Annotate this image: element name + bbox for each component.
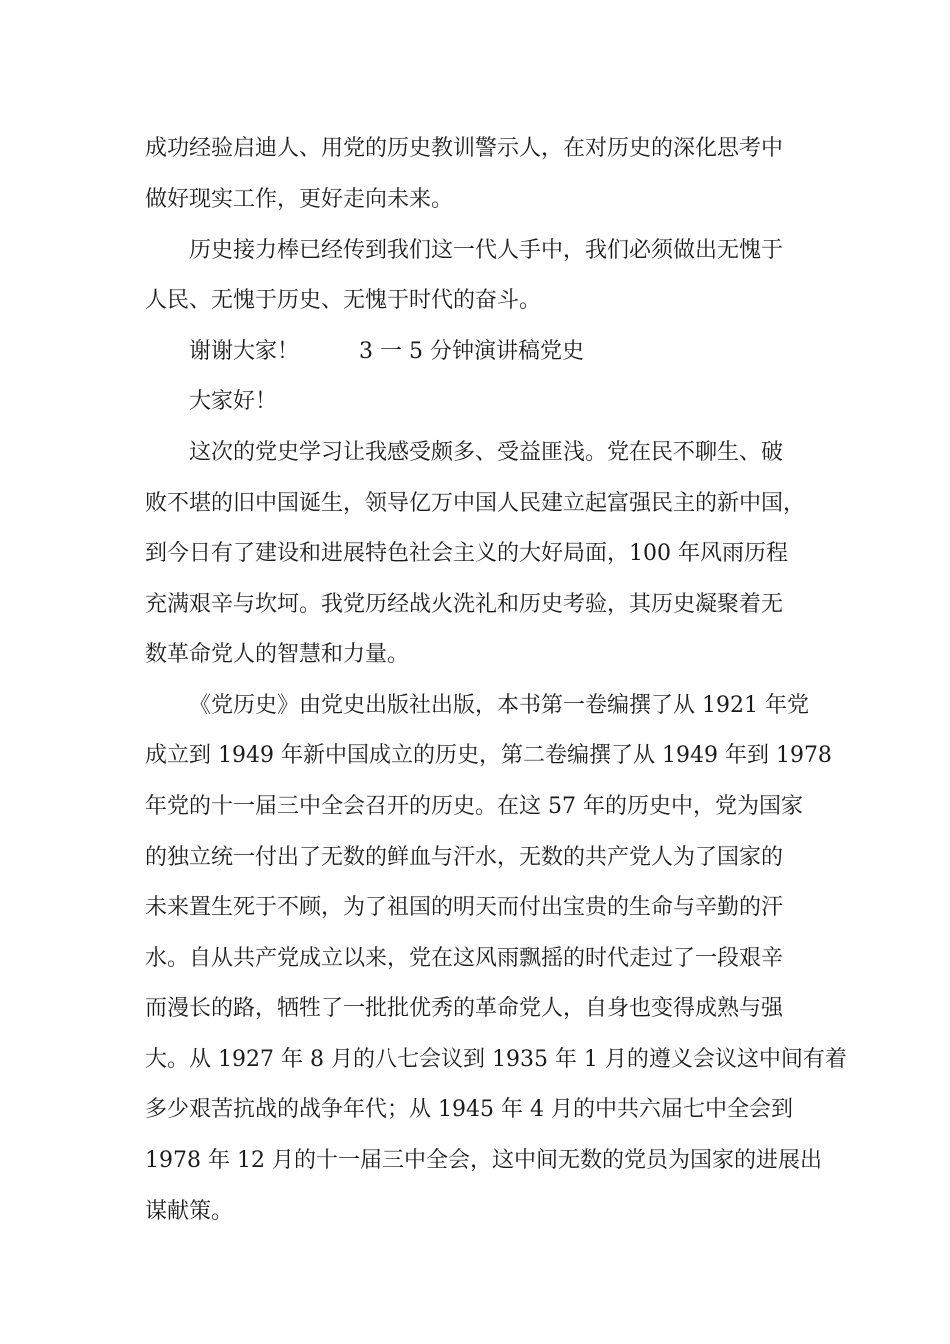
text-line: 1978 年 12 月的十一届三中全会，这中间无数的党员为国家的进展出 xyxy=(145,1148,822,1173)
text-line: 水。自从共产党成立以来，党在这风雨飘摇的时代走过了一段艰辛 xyxy=(145,946,784,971)
paragraph-first-line: 《党历史》由党史出版社出版，本书第一卷编撰了从 1921 年党 xyxy=(189,693,809,718)
text-line: 的独立统一付出了无数的鲜血与汗水，无数的共产党人为了国家的 xyxy=(145,845,784,870)
greeting: 大家好！ xyxy=(189,389,278,414)
text-line: 年党的十一届三中全会召开的历史。在这 57 年的历史中，党为国家 xyxy=(145,794,803,819)
paragraph-first-line: 这次的党史学习让我感受颇多、受益匪浅。党在民不聊生、破 xyxy=(189,440,784,465)
text-line: 做好现实工作，更好走向未来。 xyxy=(145,187,454,212)
text-line: 未来置生死于不顾，为了祖国的明天而付出宝贵的生命与辛勤的汗 xyxy=(145,895,784,920)
text-line: 人民、无愧于历史、无愧于时代的奋斗。 xyxy=(145,288,542,313)
text-line: 成功经验启迪人、用党的历史教训警示人，在对历史的深化思考中 xyxy=(145,136,784,161)
text-line: 充满艰辛与坎坷。我党历经战火洗礼和历史考验，其历史凝聚着无 xyxy=(145,592,784,617)
text-line: 多少艰苦抗战的战争年代；从 1945 年 4 月的中共六届七中全会到 xyxy=(145,1097,793,1122)
text-line: 败不堪的旧中国诞生，领导亿万中国人民建立起富强民主的新中国， xyxy=(145,491,806,516)
text-line: 而漫长的路，牺牲了一批批优秀的革命党人，自身也变得成熟与强 xyxy=(145,996,784,1021)
paragraph-first-line: 历史接力棒已经传到我们这一代人手中，我们必须做出无愧于 xyxy=(189,238,784,263)
speech-title: 3 一 5 分钟演讲稿党史 xyxy=(359,339,584,364)
text-line: 成立到 1949 年新中国成立的历史，第二卷编撰了从 1949 年到 1978 xyxy=(145,743,832,768)
thanks-text: 谢谢大家！ xyxy=(189,339,300,364)
text-line: 数革命党人的智慧和力量。 xyxy=(145,642,410,667)
text-line: 大。从 1927 年 8 月的八七会议到 1935 年 1 月的遵义会议这中间有着 xyxy=(145,1047,847,1072)
text-line: 到今日有了建设和进展特色社会主义的大好局面，100 年风雨历程 xyxy=(145,541,788,566)
text-line: 谋献策。 xyxy=(145,1199,234,1224)
thanks-line xyxy=(189,337,584,367)
